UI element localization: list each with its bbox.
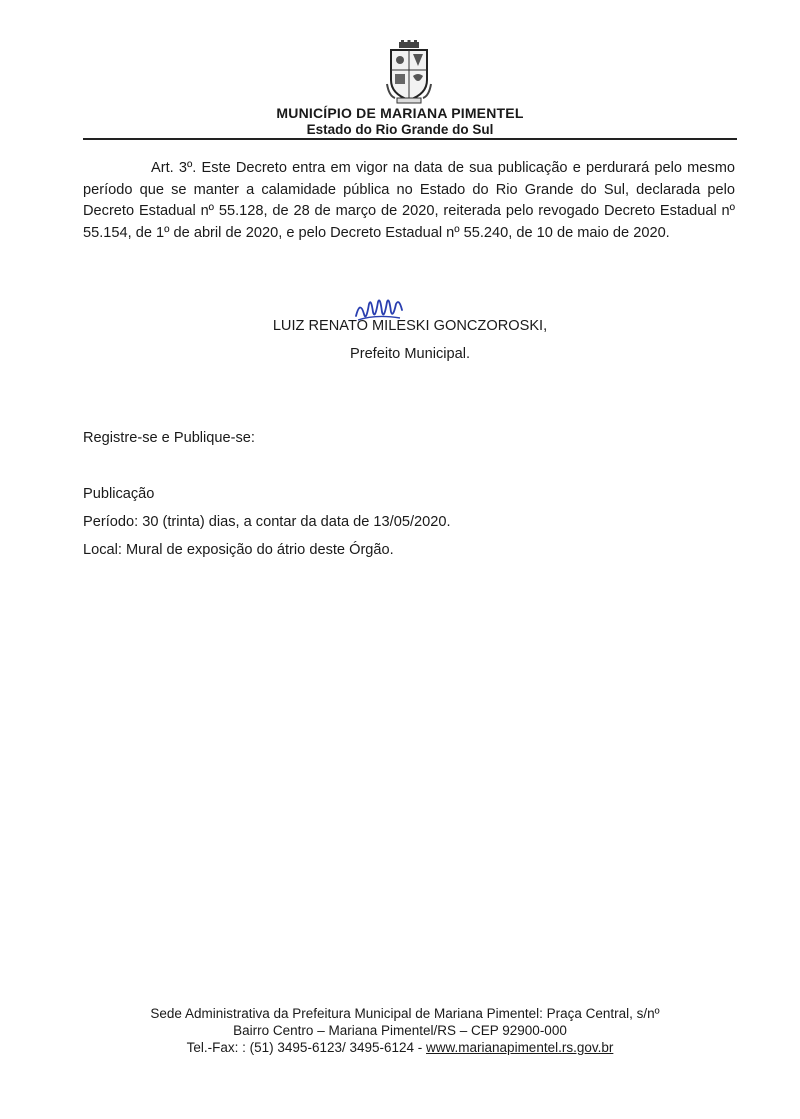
municipality-title: MUNICÍPIO DE MARIANA PIMENTEL (276, 105, 524, 121)
publication-title: Publicação (83, 486, 155, 502)
website-link[interactable]: www.marianapimentel.rs.gov.br (426, 1040, 614, 1055)
signer-role: Prefeito Municipal. (349, 346, 471, 362)
footer-phone: Tel.-Fax: : (51) 3495-6123/ 3495-6124 - (186, 1040, 427, 1055)
footer-district-line: Bairro Centro – Mariana Pimentel/RS – CEP 92900-000 (233, 1023, 567, 1038)
municipal-crest-icon (385, 40, 433, 104)
publication-local: Local: Mural de exposição do átrio deste Órgão. (83, 542, 394, 558)
header-divider (83, 138, 737, 140)
footer (0, 1005, 800, 1056)
article-3-paragraph: Art. 3º. Este Decreto entra em vigor na data de sua publicação e perdurará pelo mesmo período que se manter a calamidade pública no Estado do Rio Grande do Sul, declarada pelo Decreto Estadual nº 55.128, de 28 de março de 2020, reiterada pelo revogado Decreto Estadual nº 55.154, de 1º de abril de 2020, e pelo Decreto Estadual nº 55.240, de 10 de maio de 2020. (83, 160, 735, 241)
footer-address-line: Sede Administrativa da Prefeitura Municipal de Mariana Pimentel: Praça Central, s/nº (150, 1006, 660, 1021)
signer-name: LUIZ RENATO MILESKI GONCZOROSKI, (272, 318, 548, 334)
publication-period: Período: 30 (trinta) dias, a contar da data de 13/05/2020. (83, 514, 451, 530)
state-subtitle: Estado do Rio Grande do Sul (306, 122, 494, 137)
register-publish-line: Registre-se e Publique-se: (83, 430, 255, 446)
footer-contact-line (0, 1039, 800, 1056)
